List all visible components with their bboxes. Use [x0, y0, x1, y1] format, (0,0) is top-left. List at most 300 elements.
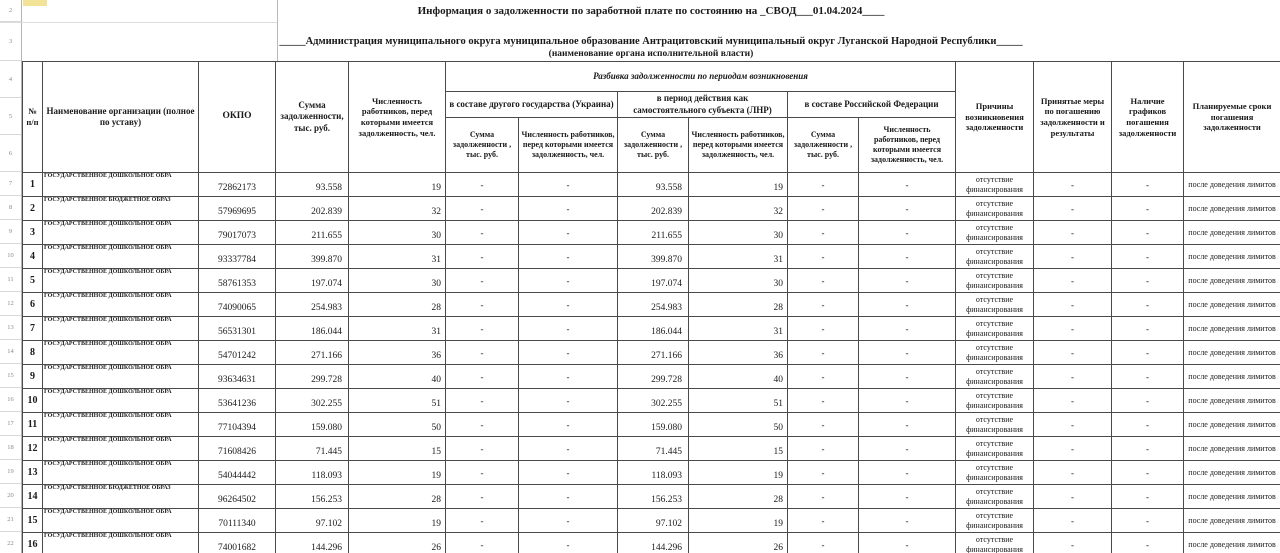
cell-row-index[interactable]: 8	[23, 341, 43, 365]
row-number-cell[interactable]	[0, 292, 21, 316]
cell-reason[interactable]: отсутствие финансирования	[956, 317, 1034, 341]
cell-okpo[interactable]: 56531301	[199, 317, 276, 341]
cell-measures[interactable]: -	[1034, 293, 1112, 317]
cell-rf-sum[interactable]: -	[788, 293, 859, 317]
cell-row-index[interactable]: 10	[23, 389, 43, 413]
cell-okpo[interactable]: 58761353	[199, 269, 276, 293]
cell-reason[interactable]: отсутствие финансирования	[956, 485, 1034, 509]
cell-term[interactable]: после доведения лимитов	[1184, 437, 1280, 461]
cell-measures[interactable]: -	[1034, 533, 1112, 553]
cell-reason[interactable]: отсутствие финансирования	[956, 437, 1034, 461]
cell-reason[interactable]: отсутствие финансирования	[956, 341, 1034, 365]
table-body	[23, 173, 1280, 553]
cell-schedule[interactable]: -	[1112, 293, 1184, 317]
cell-organization-name[interactable]: ГОСУДАРСТВЕННОЕ ДОШКОЛЬНОЕ ОБРА	[43, 533, 199, 553]
cell-reason[interactable]: отсутствие финансирования	[956, 293, 1034, 317]
sub-header-ukraine-count: Численность работников, перед которыми имеется задолженность, чел.	[519, 118, 618, 173]
cell-term[interactable]: после доведения лимитов	[1184, 293, 1280, 317]
cell-lnr-sum[interactable]: 156.253	[618, 485, 689, 509]
cell-ukraine-count[interactable]: -	[519, 197, 618, 221]
cell-rf-count[interactable]: -	[859, 437, 956, 461]
cell-count[interactable]: 30	[349, 269, 446, 293]
cell-okpo[interactable]: 74090065	[199, 293, 276, 317]
cell-sum[interactable]: 93.558	[276, 173, 349, 197]
row-number-cell[interactable]	[0, 22, 21, 61]
cell-measures[interactable]: -	[1034, 413, 1112, 437]
cell-organization-name[interactable]: ГОСУДАРСТВЕННОЕ ДОШКОЛЬНОЕ ОБРА	[43, 173, 199, 197]
cell-lnr-sum[interactable]: 93.558	[618, 173, 689, 197]
cell-term[interactable]: после доведения лимитов	[1184, 461, 1280, 485]
cell-measures[interactable]: -	[1034, 197, 1112, 221]
authority-name-line: _____Администрация муниципального округа муниципальное образование Антрацитовский муниципальный округ Луганской Народной Республики_____	[279, 36, 1023, 47]
cell-lnr-count[interactable]: 30	[689, 221, 788, 245]
cell-row-index[interactable]: 4	[23, 245, 43, 269]
cell-rf-count[interactable]: -	[859, 413, 956, 437]
cell-ukraine-sum[interactable]: -	[446, 173, 519, 197]
row-number-label: 10	[7, 252, 14, 259]
cell-term[interactable]: после доведения лимитов	[1184, 509, 1280, 533]
cell-rf-count[interactable]: -	[859, 365, 956, 389]
row-number-label: 12	[7, 300, 14, 307]
cell-sum[interactable]: 202.839	[276, 197, 349, 221]
authority-name-caption: (наименование органа исполнительной власти)	[548, 49, 754, 59]
cell-lnr-sum[interactable]: 271.166	[618, 341, 689, 365]
row-number-label: 3	[8, 37, 13, 45]
row-number-cell[interactable]	[0, 196, 21, 220]
row-number-cell[interactable]	[0, 220, 21, 244]
cell-lnr-count[interactable]: 30	[689, 269, 788, 293]
cell-count[interactable]: 50	[349, 413, 446, 437]
cell-term[interactable]: после доведения лимитов	[1184, 389, 1280, 413]
cell-schedule[interactable]: -	[1112, 365, 1184, 389]
row-number-label: 16	[7, 396, 14, 403]
cell-rf-sum[interactable]: -	[788, 173, 859, 197]
cell-reason[interactable]: отсутствие финансирования	[956, 245, 1034, 269]
cell-organization-name[interactable]: ГОСУДАРСТВЕННОЕ БЮДЖЕТНОЕ ОБРАЗ	[43, 197, 199, 221]
cell-sum[interactable]: 254.983	[276, 293, 349, 317]
cell-row-index[interactable]: 14	[23, 485, 43, 509]
cell-lnr-count[interactable]: 28	[689, 293, 788, 317]
row-number-cell[interactable]	[0, 244, 21, 268]
cell-lnr-count[interactable]: 26	[689, 533, 788, 553]
cell-term[interactable]: после доведения лимитов	[1184, 173, 1280, 197]
row-number-label: 7	[8, 180, 13, 187]
cell-reason[interactable]: отсутствие финансирования	[956, 173, 1034, 197]
row-number-cell[interactable]	[0, 61, 21, 98]
cell-reason[interactable]: отсутствие финансирования	[956, 221, 1034, 245]
cell-ukraine-sum[interactable]: -	[446, 269, 519, 293]
sub-header-lnr-sum: Сумма задолженности , тыс. руб.	[618, 118, 689, 173]
cell-rf-count[interactable]: -	[859, 173, 956, 197]
cell-schedule[interactable]: -	[1112, 341, 1184, 365]
cell-row-index[interactable]: 11	[23, 413, 43, 437]
cell-term[interactable]: после доведения лимитов	[1184, 317, 1280, 341]
cell-rf-sum[interactable]: -	[788, 413, 859, 437]
cell-ukraine-count[interactable]: -	[519, 509, 618, 533]
cell-ukraine-count[interactable]: -	[519, 485, 618, 509]
cell-schedule[interactable]: -	[1112, 509, 1184, 533]
cell-sum[interactable]: 302.255	[276, 389, 349, 413]
row-number-label: 13	[7, 324, 14, 331]
cell-okpo[interactable]: 93337784	[199, 245, 276, 269]
cell-measures[interactable]: -	[1034, 341, 1112, 365]
row-number-label: 14	[7, 348, 14, 355]
cell-ukraine-count[interactable]: -	[519, 317, 618, 341]
cell-measures[interactable]: -	[1034, 461, 1112, 485]
row-number-label: 15	[7, 372, 14, 379]
cell-schedule[interactable]: -	[1112, 437, 1184, 461]
cell-schedule[interactable]: -	[1112, 269, 1184, 293]
cell-row-index[interactable]: 5	[23, 269, 43, 293]
cell-schedule[interactable]: -	[1112, 533, 1184, 553]
cell-rf-sum[interactable]: -	[788, 509, 859, 533]
col-header-terms: Планируемые сроки погашения задолженности	[1184, 62, 1280, 173]
cell-count[interactable]: 19	[349, 173, 446, 197]
row-number-cell[interactable]	[0, 98, 21, 135]
cell-sum[interactable]: 118.093	[276, 461, 349, 485]
cell-schedule[interactable]: -	[1112, 461, 1184, 485]
cell-rf-count[interactable]: -	[859, 485, 956, 509]
cell-okpo[interactable]: 54701242	[199, 341, 276, 365]
cell-lnr-sum[interactable]: 399.870	[618, 245, 689, 269]
cell-okpo[interactable]: 53641236	[199, 389, 276, 413]
cell-okpo[interactable]: 96264502	[199, 485, 276, 509]
cell-row-index[interactable]: 16	[23, 533, 43, 553]
cell-ukraine-count[interactable]: -	[519, 461, 618, 485]
cell-count[interactable]: 28	[349, 485, 446, 509]
table-row	[23, 365, 1280, 389]
cell-count[interactable]: 19	[349, 509, 446, 533]
cell-rf-sum[interactable]: -	[788, 533, 859, 553]
cell-ukraine-count[interactable]: -	[519, 533, 618, 553]
cell-okpo[interactable]: 77104394	[199, 413, 276, 437]
cell-measures[interactable]: -	[1034, 245, 1112, 269]
cell-organization-name[interactable]: ГОСУДАРСТВЕННОЕ ДОШКОЛЬНОЕ ОБРА	[43, 341, 199, 365]
cell-okpo[interactable]: 74001682	[199, 533, 276, 553]
cell-rf-sum[interactable]: -	[788, 461, 859, 485]
cell-lnr-count[interactable]: 15	[689, 437, 788, 461]
cell-reason[interactable]: отсутствие финансирования	[956, 197, 1034, 221]
cell-lnr-sum[interactable]: 197.074	[618, 269, 689, 293]
cell-organization-name[interactable]: ГОСУДАРСТВЕННОЕ ДОШКОЛЬНОЕ ОБРА	[43, 389, 199, 413]
cell-lnr-sum[interactable]: 118.093	[618, 461, 689, 485]
row-number-cell[interactable]	[0, 316, 21, 340]
col-header-measures: Принятые меры по погашению задолженности и результаты	[1034, 62, 1112, 173]
row-number-label: 9	[8, 228, 13, 235]
report-title: Информация о задолженности по заработной плате по состоянию на _СВОД___01.04.2024____	[417, 5, 885, 17]
cell-row-index[interactable]: 2	[23, 197, 43, 221]
cell-measures[interactable]: -	[1034, 365, 1112, 389]
row-number-label: 21	[7, 516, 14, 523]
cell-reason[interactable]: отсутствие финансирования	[956, 533, 1034, 553]
table-row	[23, 389, 1280, 413]
cell-rf-count[interactable]: -	[859, 221, 956, 245]
cell-organization-name[interactable]: ГОСУДАРСТВЕННОЕ ДОШКОЛЬНОЕ ОБРА	[43, 365, 199, 389]
row-number-cell[interactable]	[0, 340, 21, 364]
cell-okpo[interactable]: 70111340	[199, 509, 276, 533]
cell-lnr-count[interactable]: 36	[689, 341, 788, 365]
cell-schedule[interactable]: -	[1112, 197, 1184, 221]
cell-organization-name[interactable]: ГОСУДАРСТВЕННОЕ ДОШКОЛЬНОЕ ОБРА	[43, 221, 199, 245]
cell-row-index[interactable]: 12	[23, 437, 43, 461]
cell-measures[interactable]: -	[1034, 269, 1112, 293]
cell-measures[interactable]: -	[1034, 485, 1112, 509]
cell-measures[interactable]: -	[1034, 509, 1112, 533]
cell-ukraine-count[interactable]: -	[519, 341, 618, 365]
cell-sum[interactable]: 71.445	[276, 437, 349, 461]
cell-lnr-sum[interactable]: 71.445	[618, 437, 689, 461]
row-number-label: 8	[8, 204, 13, 211]
cell-rf-sum[interactable]: -	[788, 317, 859, 341]
cell-organization-name[interactable]: ГОСУДАРСТВЕННОЕ ДОШКОЛЬНОЕ ОБРА	[43, 413, 199, 437]
cell-term[interactable]: после доведения лимитов	[1184, 221, 1280, 245]
cell-schedule[interactable]: -	[1112, 485, 1184, 509]
cell-term[interactable]: после доведения лимитов	[1184, 197, 1280, 221]
cell-ukraine-sum[interactable]: -	[446, 197, 519, 221]
cell-ukraine-count[interactable]: -	[519, 269, 618, 293]
row-number-cell[interactable]	[0, 135, 21, 172]
cell-lnr-count[interactable]: 32	[689, 197, 788, 221]
row-number-cell[interactable]	[0, 388, 21, 412]
cell-rf-count[interactable]: -	[859, 341, 956, 365]
cell-reason[interactable]: отсутствие финансирования	[956, 389, 1034, 413]
cell-rf-sum[interactable]: -	[788, 365, 859, 389]
cell-term[interactable]: после доведения лимитов	[1184, 365, 1280, 389]
cell-sum[interactable]: 271.166	[276, 341, 349, 365]
cell-rf-count[interactable]: -	[859, 389, 956, 413]
cell-sum[interactable]: 156.253	[276, 485, 349, 509]
cell-lnr-count[interactable]: 31	[689, 317, 788, 341]
title-area-gridline-horizontal	[0, 22, 277, 23]
cell-row-index[interactable]: 15	[23, 509, 43, 533]
row-number-cell[interactable]	[0, 412, 21, 436]
cell-lnr-sum[interactable]: 202.839	[618, 197, 689, 221]
cell-lnr-count[interactable]: 50	[689, 413, 788, 437]
cell-row-index[interactable]: 13	[23, 461, 43, 485]
cell-okpo[interactable]: 79017073	[199, 221, 276, 245]
cell-count[interactable]: 26	[349, 533, 446, 553]
table-row	[23, 245, 1280, 269]
cell-count[interactable]: 51	[349, 389, 446, 413]
cell-ukraine-count[interactable]: -	[519, 365, 618, 389]
table-row	[23, 197, 1280, 221]
cell-ukraine-count[interactable]: -	[519, 389, 618, 413]
cell-lnr-count[interactable]: 31	[689, 245, 788, 269]
cell-ukraine-sum[interactable]: -	[446, 461, 519, 485]
cell-organization-name[interactable]: ГОСУДАРСТВЕННОЕ БЮДЖЕТНОЕ ОБРАЗ	[43, 485, 199, 509]
cell-lnr-count[interactable]: 28	[689, 485, 788, 509]
cell-lnr-sum[interactable]: 299.728	[618, 365, 689, 389]
cell-rf-count[interactable]: -	[859, 461, 956, 485]
cell-reason[interactable]: отсутствие финансирования	[956, 509, 1034, 533]
cell-rf-count[interactable]: -	[859, 269, 956, 293]
cell-lnr-count[interactable]: 19	[689, 173, 788, 197]
cell-rf-count[interactable]: -	[859, 317, 956, 341]
cell-organization-name[interactable]: ГОСУДАРСТВЕННОЕ ДОШКОЛЬНОЕ ОБРА	[43, 293, 199, 317]
row-number-cell[interactable]	[0, 532, 21, 553]
cell-reason[interactable]: отсутствие финансирования	[956, 365, 1034, 389]
cell-ukraine-sum[interactable]: -	[446, 533, 519, 553]
cell-okpo[interactable]: 93634631	[199, 365, 276, 389]
cell-count[interactable]: 40	[349, 365, 446, 389]
cell-term[interactable]: после доведения лимитов	[1184, 485, 1280, 509]
row-number-cell[interactable]	[0, 172, 21, 196]
cell-rf-count[interactable]: -	[859, 245, 956, 269]
cell-row-index[interactable]: 6	[23, 293, 43, 317]
cell-rf-sum[interactable]: -	[788, 341, 859, 365]
cell-lnr-count[interactable]: 51	[689, 389, 788, 413]
table-row	[23, 269, 1280, 293]
cell-okpo[interactable]: 72862173	[199, 173, 276, 197]
cell-count[interactable]: 36	[349, 341, 446, 365]
cell-okpo[interactable]: 54044442	[199, 461, 276, 485]
cell-sum[interactable]: 159.080	[276, 413, 349, 437]
cell-rf-sum[interactable]: -	[788, 245, 859, 269]
cell-row-index[interactable]: 1	[23, 173, 43, 197]
cell-sum[interactable]: 186.044	[276, 317, 349, 341]
cell-okpo[interactable]: 71608426	[199, 437, 276, 461]
cell-lnr-count[interactable]: 19	[689, 509, 788, 533]
row-number-cell[interactable]	[0, 460, 21, 484]
row-number-cell[interactable]	[0, 0, 21, 22]
cell-term[interactable]: после доведения лимитов	[1184, 341, 1280, 365]
cell-lnr-sum[interactable]: 144.296	[618, 533, 689, 553]
row-number-cell[interactable]	[0, 508, 21, 532]
cell-schedule[interactable]: -	[1112, 317, 1184, 341]
cell-rf-sum[interactable]: -	[788, 437, 859, 461]
row-number-label: 6	[8, 149, 13, 157]
cell-ukraine-sum[interactable]: -	[446, 437, 519, 461]
cell-rf-sum[interactable]: -	[788, 269, 859, 293]
cell-reason[interactable]: отсутствие финансирования	[956, 461, 1034, 485]
cell-measures[interactable]: -	[1034, 437, 1112, 461]
table-row	[23, 173, 1280, 197]
cell-measures[interactable]: -	[1034, 173, 1112, 197]
cell-lnr-sum[interactable]: 302.255	[618, 389, 689, 413]
group-header-rf: в составе Российской Федерации	[788, 92, 956, 118]
cell-schedule[interactable]: -	[1112, 221, 1184, 245]
cell-count[interactable]: 31	[349, 245, 446, 269]
cell-count[interactable]: 15	[349, 437, 446, 461]
cell-organization-name[interactable]: ГОСУДАРСТВЕННОЕ ДОШКОЛЬНОЕ ОБРА	[43, 509, 199, 533]
col-header-schedules: Наличие графиков погашения задолженности	[1112, 62, 1184, 173]
cell-reason[interactable]: отсутствие финансирования	[956, 413, 1034, 437]
row-number-cell[interactable]	[0, 484, 21, 508]
cell-count[interactable]: 28	[349, 293, 446, 317]
cell-ukraine-count[interactable]: -	[519, 413, 618, 437]
cell-organization-name[interactable]: ГОСУДАРСТВЕННОЕ ДОШКОЛЬНОЕ ОБРА	[43, 245, 199, 269]
cell-sum[interactable]: 144.296	[276, 533, 349, 553]
cell-ukraine-count[interactable]: -	[519, 293, 618, 317]
cell-lnr-count[interactable]: 40	[689, 365, 788, 389]
cell-ukraine-sum[interactable]: -	[446, 485, 519, 509]
cell-organization-name[interactable]: ГОСУДАРСТВЕННОЕ ДОШКОЛЬНОЕ ОБРА	[43, 437, 199, 461]
cell-ukraine-count[interactable]: -	[519, 173, 618, 197]
cell-schedule[interactable]: -	[1112, 389, 1184, 413]
cell-row-index[interactable]: 3	[23, 221, 43, 245]
cell-schedule[interactable]: -	[1112, 173, 1184, 197]
cell-lnr-sum[interactable]: 254.983	[618, 293, 689, 317]
row-number-label: 5	[8, 112, 13, 120]
cell-organization-name[interactable]: ГОСУДАРСТВЕННОЕ ДОШКОЛЬНОЕ ОБРА	[43, 461, 199, 485]
sub-header-rf-count: Численность работников, перед которыми имеется задолженность, чел.	[859, 118, 956, 173]
cell-rf-sum[interactable]: -	[788, 389, 859, 413]
cell-row-index[interactable]: 7	[23, 317, 43, 341]
cell-lnr-sum[interactable]: 211.655	[618, 221, 689, 245]
cell-organization-name[interactable]: ГОСУДАРСТВЕННОЕ ДОШКОЛЬНОЕ ОБРА	[43, 269, 199, 293]
cell-ukraine-sum[interactable]: -	[446, 413, 519, 437]
cell-ukraine-sum[interactable]: -	[446, 317, 519, 341]
cell-rf-count[interactable]: -	[859, 533, 956, 553]
cell-rf-count[interactable]: -	[859, 293, 956, 317]
col-header-count: Численность работников, перед которыми имеется задолженность, чел.	[349, 62, 446, 173]
cell-lnr-sum[interactable]: 186.044	[618, 317, 689, 341]
cell-ukraine-sum[interactable]: -	[446, 509, 519, 533]
cell-ukraine-count[interactable]: -	[519, 245, 618, 269]
cell-reason[interactable]: отсутствие финансирования	[956, 269, 1034, 293]
row-number-label: 19	[7, 468, 14, 475]
cell-ukraine-count[interactable]: -	[519, 437, 618, 461]
table-row	[23, 437, 1280, 461]
group-header-ukraine: в составе другого государства (Украина)	[446, 92, 618, 118]
row-number-cell[interactable]	[0, 436, 21, 460]
cell-count[interactable]: 30	[349, 221, 446, 245]
cell-count[interactable]: 19	[349, 461, 446, 485]
cell-ukraine-sum[interactable]: -	[446, 341, 519, 365]
cell-ukraine-count[interactable]: -	[519, 221, 618, 245]
cell-count[interactable]: 32	[349, 197, 446, 221]
cell-rf-count[interactable]: -	[859, 197, 956, 221]
cell-sum[interactable]: 97.102	[276, 509, 349, 533]
cell-organization-name[interactable]: ГОСУДАРСТВЕННОЕ ДОШКОЛЬНОЕ ОБРА	[43, 317, 199, 341]
cell-sum[interactable]: 399.870	[276, 245, 349, 269]
cell-measures[interactable]: -	[1034, 317, 1112, 341]
cell-measures[interactable]: -	[1034, 221, 1112, 245]
cell-rf-sum[interactable]: -	[788, 485, 859, 509]
cell-ukraine-sum[interactable]: -	[446, 365, 519, 389]
row-number-cell[interactable]	[0, 364, 21, 388]
cell-lnr-sum[interactable]: 97.102	[618, 509, 689, 533]
cell-term[interactable]: после доведения лимитов	[1184, 413, 1280, 437]
cell-ukraine-sum[interactable]: -	[446, 221, 519, 245]
arrears-table	[22, 61, 1280, 553]
cell-count[interactable]: 31	[349, 317, 446, 341]
cell-sum[interactable]: 299.728	[276, 365, 349, 389]
cell-lnr-count[interactable]: 19	[689, 461, 788, 485]
cell-rf-sum[interactable]: -	[788, 197, 859, 221]
cell-rf-count[interactable]: -	[859, 509, 956, 533]
cell-sum[interactable]: 211.655	[276, 221, 349, 245]
cell-ukraine-sum[interactable]: -	[446, 293, 519, 317]
sub-header-rf-sum: Сумма задолженности , тыс. руб.	[788, 118, 859, 173]
cell-lnr-sum[interactable]: 159.080	[618, 413, 689, 437]
cell-row-index[interactable]: 9	[23, 365, 43, 389]
cell-okpo[interactable]: 57969695	[199, 197, 276, 221]
row-number-cell[interactable]	[0, 268, 21, 292]
cell-ukraine-sum[interactable]: -	[446, 389, 519, 413]
cell-term[interactable]: после доведения лимитов	[1184, 269, 1280, 293]
cell-term[interactable]: после доведения лимитов	[1184, 533, 1280, 553]
cell-schedule[interactable]: -	[1112, 413, 1184, 437]
cell-sum[interactable]: 197.074	[276, 269, 349, 293]
cell-measures[interactable]: -	[1034, 389, 1112, 413]
cell-rf-sum[interactable]: -	[788, 221, 859, 245]
cell-ukraine-sum[interactable]: -	[446, 245, 519, 269]
group-header-lnr: в период действия как самостоятельного субъекта (ЛНР)	[618, 92, 788, 118]
cell-term[interactable]: после доведения лимитов	[1184, 245, 1280, 269]
col-header-num: № п/п	[23, 62, 43, 173]
cell-schedule[interactable]: -	[1112, 245, 1184, 269]
